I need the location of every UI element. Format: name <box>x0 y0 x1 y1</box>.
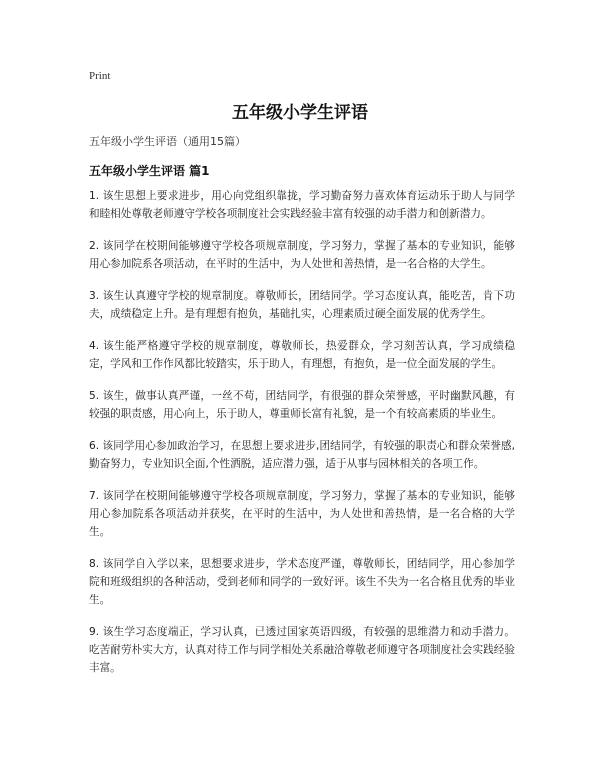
comment-entry-9: 9. 该生学习态度端正，学习认真，已透过国家英语四级，有较强的思维潜力和动手潜力。吃苦耐劳朴实大方，认真对待工作与同学相处关系融洽尊敬老师遵守各项制度社会实践经验丰富。 <box>89 626 515 674</box>
comment-entry-8: 8. 该同学自入学以来，思想要求进步，学术态度严谨，尊敬师长，团结同学，用心参加学院和班级组织的各种活动，受到老师和同学的一致好评。该生不失为一名合格且优秀的毕业生。 <box>89 558 515 606</box>
page-title: 五年级小学生评语 <box>232 103 368 123</box>
comment-entry-7: 7. 该同学在校期间能够遵守学校各项规章制度，学习努力，掌握了基本的专业知识，能够用心参加院系各项活动并获奖，在平时的生活中，为人处世和善热情，是一名合格的大学生。 <box>89 490 515 538</box>
comment-entry-5: 5. 该生，做事认真严谨，一丝不苟，团结同学，有很强的群众荣誉感，平时幽默风趣，有较强的职责感，用心向上，乐于助人，尊重师长富有礼貌，是一个有较高素质的毕业生。 <box>89 390 515 420</box>
comment-list <box>89 187 515 691</box>
print-link[interactable]: Print <box>89 70 111 82</box>
comment-entry-1: 1. 该生思想上要求进步，用心向党组织靠拢，学习勤奋努力喜欢体育运动乐于助人与同学和睦相处尊敬老师遵守学校各项制度社会实践经验丰富有较强的动手潜力和创新潜力。 <box>89 190 515 220</box>
section-heading: 五年级小学生评语 篇1 <box>89 164 210 178</box>
comment-entry-2: 2. 该同学在校期间能够遵守学校各项规章制度，学习努力，掌握了基本的专业知识，能够用心参加院系各项活动，在平时的生活中，为人处世和善热情，是一名合格的大学生。 <box>89 240 515 270</box>
comment-entry-4: 4. 该生能严格遵守学校的规章制度，尊敬师长，热爱群众，学习刻苦认真，学习成绩稳定，学风和工作作风都比较踏实，乐于助人，有理想，有抱负，是一位全面发展的学生。 <box>89 340 515 370</box>
page-subtitle: 五年级小学生评语（通用15篇） <box>89 135 246 148</box>
comment-entry-3: 3. 该生认真遵守学校的规章制度。尊敬师长，团结同学。学习态度认真，能吃苦，肯下功夫，成绩稳定上升。是有理想有抱负，基础扎实，心理素质过硬全面发展的优秀学生。 <box>89 290 515 320</box>
comment-entry-6: 6. 该同学用心参加政治学习，在思想上要求进步,团结同学，有较强的职责心和群众荣誉感,勤奋努力，专业知识全面,个性洒脱，适应潜力强，适于从事与园林相关的各项工作。 <box>89 440 515 470</box>
